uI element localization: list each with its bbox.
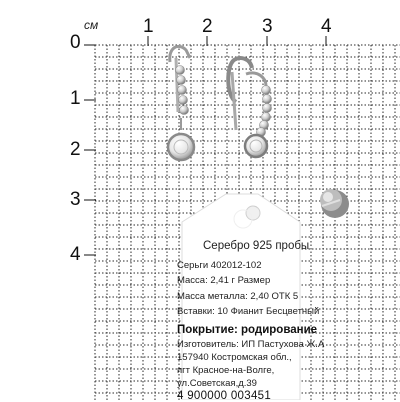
right-earring <box>228 58 271 157</box>
left-earring <box>168 46 194 160</box>
bead <box>262 113 271 122</box>
x-tick-2: 2 <box>202 16 213 37</box>
bead <box>262 86 271 95</box>
tag-barcode-number: 4 900000 003451 <box>177 390 272 402</box>
tag-maker: Изготовитель: ИП Пастухова Ж.А <box>177 339 325 350</box>
tag-address-1: 157940 Костромская обл., <box>177 352 292 363</box>
price-tag <box>168 188 325 402</box>
bead <box>263 104 272 113</box>
tag-metal-mass: Масса металла: 2,40 ОТК 5 <box>177 291 299 302</box>
y-tick-1: 1 <box>70 88 81 109</box>
tag-inserts: Вставки: 10 Фианит Бесцветный <box>177 306 320 317</box>
bead <box>178 86 187 95</box>
x-tick-3: 3 <box>262 16 273 37</box>
x-tick-1: 1 <box>143 16 154 37</box>
y-tick-3: 3 <box>70 189 81 210</box>
tag-weight <box>320 189 349 218</box>
tag-mass: Масса: 2,41 г Размер <box>177 275 271 286</box>
unit-label: см <box>84 18 99 32</box>
y-tick-2: 2 <box>70 139 81 160</box>
tag-address-2: пгт Красное-на-Волге, <box>177 365 275 376</box>
y-tick-4: 4 <box>70 244 81 265</box>
tag-title: Серебро 925 пробы <box>203 240 310 252</box>
tag-article: Серьги 402012-102 <box>177 260 262 271</box>
y-tick-0: 0 <box>70 32 81 53</box>
bead <box>179 96 188 105</box>
bead <box>177 76 186 85</box>
tag-address-3: ул.Советская,д.39 <box>177 378 257 389</box>
bead <box>263 95 272 104</box>
bead <box>176 66 185 75</box>
x-tick-4: 4 <box>321 16 332 37</box>
bead <box>180 106 189 115</box>
tag-coating: Покрытие: родирование <box>177 324 318 336</box>
